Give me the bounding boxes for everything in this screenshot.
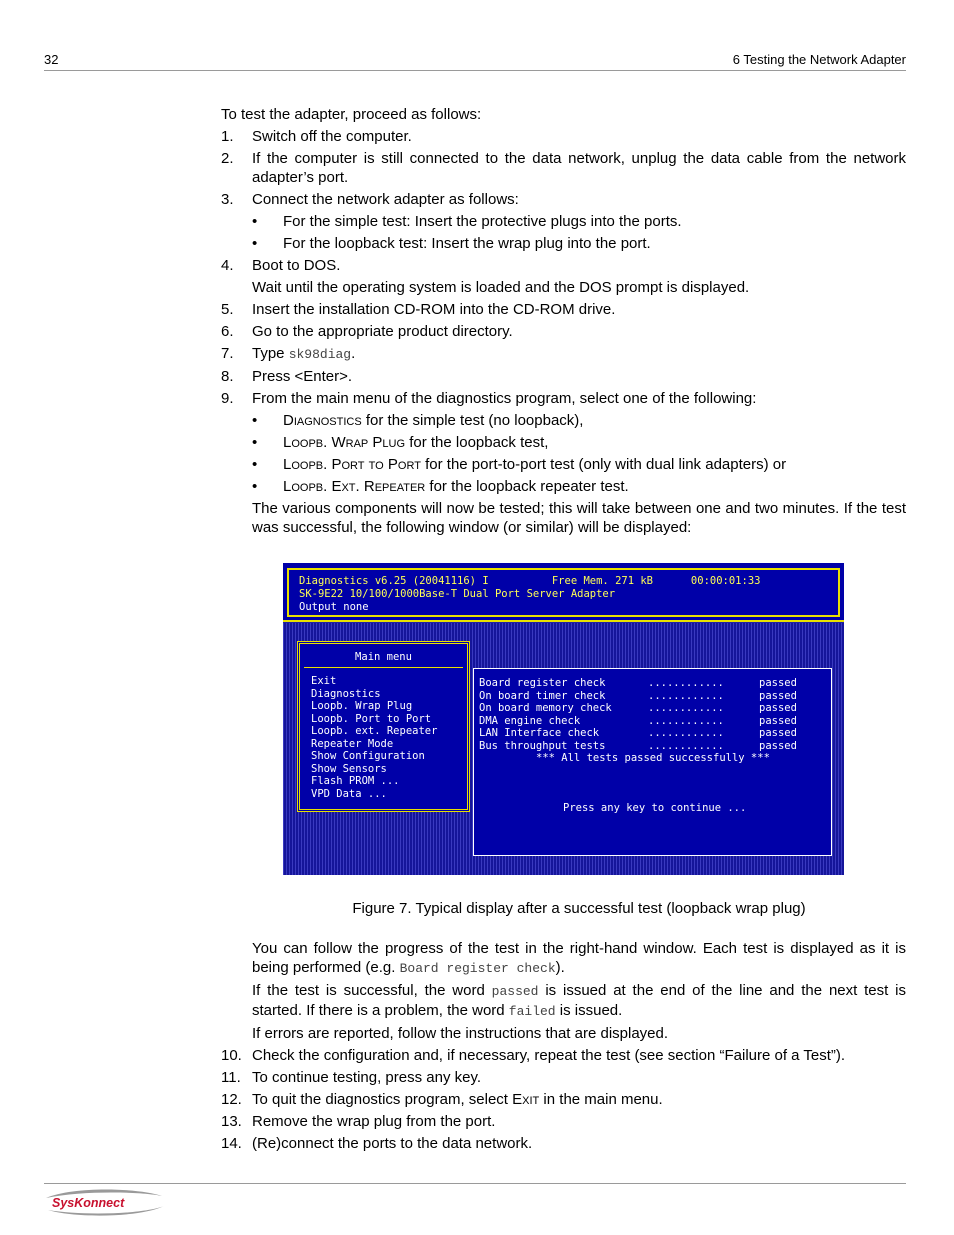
step-number: 2. xyxy=(221,150,234,167)
step-text: Press <Enter>. xyxy=(252,368,353,385)
diagnostics-screenshot xyxy=(283,563,844,875)
step-number: 5. xyxy=(221,301,234,318)
step-note: The various components will now be tested; this will take between one and two minutes. If the test was successful, the following window (or similar) will be displayed: xyxy=(252,500,906,536)
result-status: passed xyxy=(759,727,797,739)
result-status: passed xyxy=(759,677,797,689)
step-7: 7. Type sk98diag. xyxy=(221,345,356,362)
result-test-name: Board register check xyxy=(479,677,606,689)
option-item: • Diagnostics for the simple test (no loopback), xyxy=(252,412,584,429)
step-number: 4. xyxy=(221,257,234,274)
step-3 xyxy=(221,190,906,209)
step-text: Switch off the computer. xyxy=(252,128,412,145)
bullet-icon: • xyxy=(252,478,258,495)
result-test-name: LAN Interface check xyxy=(479,727,600,739)
menu-item-flash-prom: Flash PROM ... xyxy=(311,775,400,787)
step-8 xyxy=(221,367,906,386)
main-content xyxy=(221,105,906,1156)
follow-up-paragraph: If errors are reported, follow the instructions that are displayed. xyxy=(252,1025,669,1042)
step-number: 11. xyxy=(221,1069,241,1086)
logo-text: SysKonnect xyxy=(52,1196,125,1210)
menu-item-ext-repeater: Loopb. ext. Repeater xyxy=(311,725,438,737)
chapter-title: 6 Testing the Network Adapter xyxy=(732,52,906,67)
menu-option-name: Loopb. Wrap Plug xyxy=(283,434,406,451)
screen-output-line: Output none xyxy=(299,601,369,613)
screen-adapter-line: SK-9E22 10/100/1000Base-T Dual Port Server Adapter xyxy=(299,588,616,600)
menu-item-show-configuration: Show Configuration xyxy=(311,750,425,762)
step-text: Connect the network adapter as follows: xyxy=(252,191,519,208)
step-6 xyxy=(221,322,906,341)
result-dots: ............ xyxy=(648,702,724,714)
step-number: 6. xyxy=(221,323,234,340)
result-test-name: DMA engine check xyxy=(479,714,581,727)
result-dots: ............ xyxy=(648,689,724,702)
step-note: Wait until the operating system is loaded and the DOS prompt is displayed. xyxy=(252,279,750,296)
syskonnect-logo xyxy=(44,1188,166,1218)
result-dots: ............ xyxy=(648,727,724,739)
result-status: passed xyxy=(759,739,797,752)
swoosh-icon xyxy=(44,1188,166,1218)
results-box xyxy=(473,668,832,856)
bullet-icon: • xyxy=(252,412,258,429)
step-text: Insert the installation CD-ROM into the CD-ROM drive. xyxy=(252,301,616,318)
result-status: passed xyxy=(759,714,797,727)
inline-code: passed xyxy=(491,984,539,999)
bullet-icon: • xyxy=(252,456,258,473)
menu-option-name: Diagnostics xyxy=(283,412,362,429)
main-menu-box xyxy=(297,641,470,812)
result-dots: ............ xyxy=(648,714,724,727)
main-menu-list xyxy=(311,675,437,800)
result-status: passed xyxy=(759,689,797,702)
bullet-icon: • xyxy=(252,235,258,252)
command-code: sk98diag xyxy=(288,347,352,362)
menu-item-exit: Exit xyxy=(311,675,337,687)
follow-up-paragraph: You can follow the progress of the test in the right-hand window. Each test is displayed as it is being performed (e.g. Board register check). xyxy=(252,940,906,976)
menu-item-port-to-port: Loopb. Port to Port xyxy=(311,712,432,725)
bullet-icon: • xyxy=(252,213,258,230)
bullet-item: • For the simple test: Insert the protective plugs into the ports. xyxy=(252,213,682,230)
step-4 xyxy=(221,256,906,275)
step-text: Check the configuration and, if necessary, repeat the test (see section “Failure of a Test”). xyxy=(252,1047,846,1064)
result-dots: ............ xyxy=(648,677,724,689)
result-test-name: On board memory check xyxy=(479,702,612,714)
step-1 xyxy=(221,127,906,146)
step-14 xyxy=(221,1134,906,1153)
step-5 xyxy=(221,300,906,319)
menu-item-repeater-mode: Repeater Mode xyxy=(311,737,394,750)
step-number: 1. xyxy=(221,128,234,145)
step-text: From the main menu of the diagnostics program, select one of the following: xyxy=(252,390,757,407)
step-number: 13. xyxy=(221,1113,242,1130)
step-number: 7. xyxy=(221,345,234,362)
figure-caption: Figure 7. Typical display after a successful test (loopback wrap plug) xyxy=(352,900,806,917)
step-9 xyxy=(221,389,906,408)
menu-option-name: Loopb. Port to Port xyxy=(283,456,421,473)
result-dots: ............ xyxy=(648,739,724,752)
main-menu-title: Main menu xyxy=(355,651,412,663)
bullet-item: • For the loopback test: Insert the wrap plug into the port. xyxy=(252,235,651,252)
footer-rule xyxy=(44,1183,906,1184)
menu-item-diagnostics: Diagnostics xyxy=(311,687,381,700)
option-item: • Loopb. Port to Port for the port-to-port test (only with dual link adapters) or xyxy=(252,456,787,473)
step-text: (Re)connect the ports to the data network. xyxy=(252,1135,533,1152)
screen-title-line: Diagnostics v6.25 (20041116) I Free Mem. 271 kB 00:00:01:33 xyxy=(299,575,761,587)
step-2 xyxy=(221,149,906,187)
menu-option-name: Loopb. Ext. Repeater xyxy=(283,478,426,495)
page-header xyxy=(44,52,906,71)
step-text: Boot to DOS. xyxy=(252,257,341,274)
step-text: Remove the wrap plug from the port. xyxy=(252,1113,496,1130)
follow-up-paragraph: If the test is successful, the word passed is issued at the end of the line and the next test is started. If there is a problem, the word failed is issued. xyxy=(252,982,906,1019)
screen-title-bar xyxy=(283,563,844,622)
step-number: 12. xyxy=(221,1091,242,1108)
option-item: • Loopb. Ext. Repeater for the loopback repeater test. xyxy=(252,478,629,495)
continue-prompt: Press any key to continue ... xyxy=(563,802,747,814)
result-status: passed xyxy=(759,702,797,714)
result-test-name: Bus throughput tests xyxy=(479,739,606,752)
step-number: 9. xyxy=(221,390,234,407)
step-12: 12. To quit the diagnostics program, select Exit in the main menu. xyxy=(221,1091,663,1108)
step-10 xyxy=(221,1046,906,1065)
menu-item-vpd-data: VPD Data ... xyxy=(311,787,387,800)
step-number: 3. xyxy=(221,191,234,208)
menu-item-show-sensors: Show Sensors xyxy=(311,762,387,775)
menu-item-wrap-plug: Loopb. Wrap Plug xyxy=(311,700,413,712)
result-test-name: On board timer check xyxy=(479,689,606,702)
step-11 xyxy=(221,1068,906,1087)
results-summary: *** All tests passed successfully *** xyxy=(536,752,770,764)
bullet-icon: • xyxy=(252,434,258,451)
step-number: 14. xyxy=(221,1135,242,1152)
step-13 xyxy=(221,1112,906,1131)
option-item: • Loopb. Wrap Plug for the loopback test, xyxy=(252,434,549,451)
step-number: 8. xyxy=(221,368,234,385)
intro-text: To test the adapter, proceed as follows: xyxy=(221,106,482,123)
inline-code: failed xyxy=(508,1004,556,1019)
inline-code: Board register check xyxy=(399,961,556,976)
step-text: Go to the appropriate product directory. xyxy=(252,323,513,340)
step-number: 10. xyxy=(221,1047,242,1064)
page-number: 32 xyxy=(44,52,59,67)
step-text: If the computer is still connected to the data network, unplug the data cable from the network adapter’s port. xyxy=(252,150,906,186)
menu-option-name: Exit xyxy=(512,1091,540,1108)
step-text: To continue testing, press any key. xyxy=(252,1069,482,1086)
